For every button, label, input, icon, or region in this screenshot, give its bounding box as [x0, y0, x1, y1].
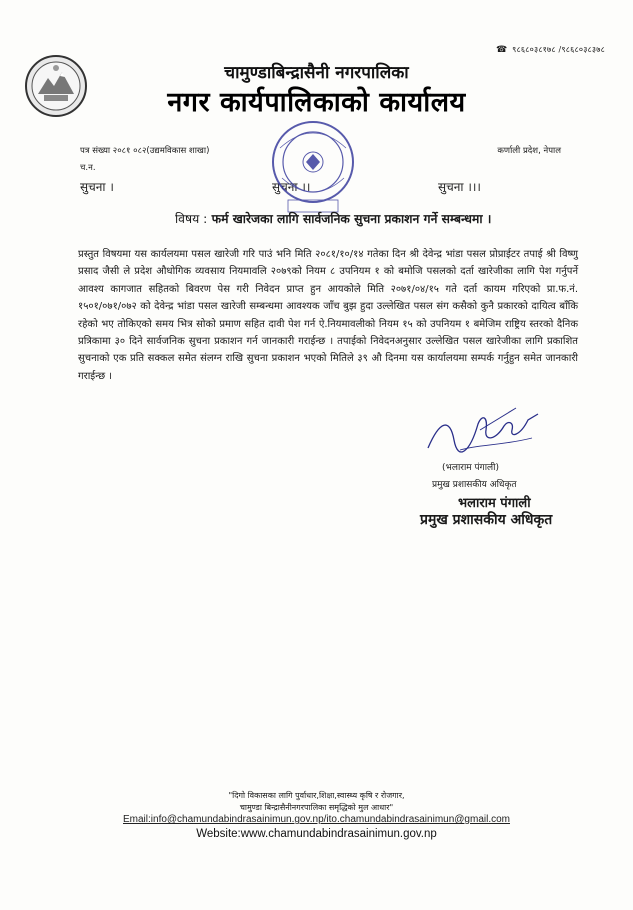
notice-heading-1: सुचना ।: [80, 180, 114, 194]
province-label: कर्णाली प्रदेश, नेपाल: [497, 146, 561, 156]
phone-numbers-text: ९८६८०३८१७८ /९८६८०३८३७८: [512, 45, 605, 54]
handwritten-signature: [420, 400, 550, 460]
signatory-name: भलाराम पंगाली: [458, 496, 531, 511]
office-title: नगर कार्यपालिकाको कार्यालय: [167, 87, 466, 118]
notice-heading-2: सुचना ।।: [272, 180, 311, 194]
footer-website-link[interactable]: Website:www.chamundabindrasainimun.gov.np: [196, 828, 437, 840]
phone-icon: ☎: [495, 45, 508, 55]
signatory-name-bracketed: (भलाराम पंगाली): [442, 463, 499, 473]
subject-line: [175, 210, 595, 227]
municipality-name: चामुण्डाबिन्द्रासैनी नगरपालिका: [224, 63, 409, 83]
signatory-title-small: प्रमुख प्रशासकीय अधिकृत: [432, 480, 517, 490]
dispatch-number: च.न.: [80, 163, 96, 173]
phone-numbers: [496, 44, 605, 55]
footer-slogan-line-2: चामुण्डा बिन्द्रासैनीनगरपालिका समृद्धिको मुल आधार": [239, 803, 394, 812]
subject-lead: विषय :: [175, 212, 208, 226]
notice-heading-3: सुचना ।।।: [438, 180, 481, 194]
office-seal-stamp: [258, 108, 368, 220]
footer-email-link[interactable]: Email:info@chamundabindrasainimun.gov.np/ito.chamundabindrasainimun@gmail.com: [123, 814, 510, 825]
signatory-title: प्रमुख प्रशासकीय अधिकृत: [420, 512, 553, 528]
footer-slogan-line-1: "दिगो विकासका लागि पुर्वाधार,शिक्षा,स्वास्थ्य कृषि र रोजगार,: [228, 791, 405, 800]
reference-number: पत्र संख्या २०८१ ०८२(उद्यमविकास शाखा): [80, 146, 210, 156]
subject-text: फर्म खारेजका लागि सार्वजनिक सुचना प्रकाशन गर्ने सम्बन्धमा ।: [211, 212, 492, 226]
letter-body: प्रस्तुत विषयमा यस कार्यलयमा पसल खारेजी गरि पाउं भनि मिति २०८१/१०/१४ गतेका दिन श्री देवेन्द्र भांडा पसल प्रोप्राईटर तपाई श्री विष्णु प्रसाद जैसी ले प्रदेश औधोगिक व्यवसाय नियमावलि २०७९को नियम ८ उपनियम १ को बमोजि पसलको दर्ता खारेजीका लागि पेश गर्नुपर्ने आवश्य कागजात सहितको बिवरण पेस गरी निवेदन प्राप्त हुन आयकोले मिति २०७१/०४/१५ गते दर्ता कायम गरिएको प्रा.फ.नं. १५०१/०७१/०७२ को देवेन्द्र भांडा पसल खारेजी सम्बन्धमा आवश्यक जाँच बुझ हुदा उल्लेखित पसल संग कसैको कुनै प्रकारको दायित्व बाँकि रहेको भए तोकिएको समय भित्र सोको प्रमाण सहित दावी पेश गर्न ऐ.नियमावलीको नियम १५ को उपनियम १ बमेजिम राष्ट्रिय स्तरको दैनिक प्रत्रिकामा ३० दिने सार्वजनिक सुचना प्रकाशन गर्न जानकारी गराईन्छ । तपाईको निवेदनअनुसार उल्लेखित पसल खारेजीका लागि प्रकाशित सुचनाको एक प्रति सक्कल समेत संलग्न राखि सुचना प्रकाशन भएको मितिले ३९ औ दिनमा यस कार्यालयमा सम्पर्क गर्नुहुन समेत जानकारी गराईन्छ ।: [78, 249, 578, 382]
